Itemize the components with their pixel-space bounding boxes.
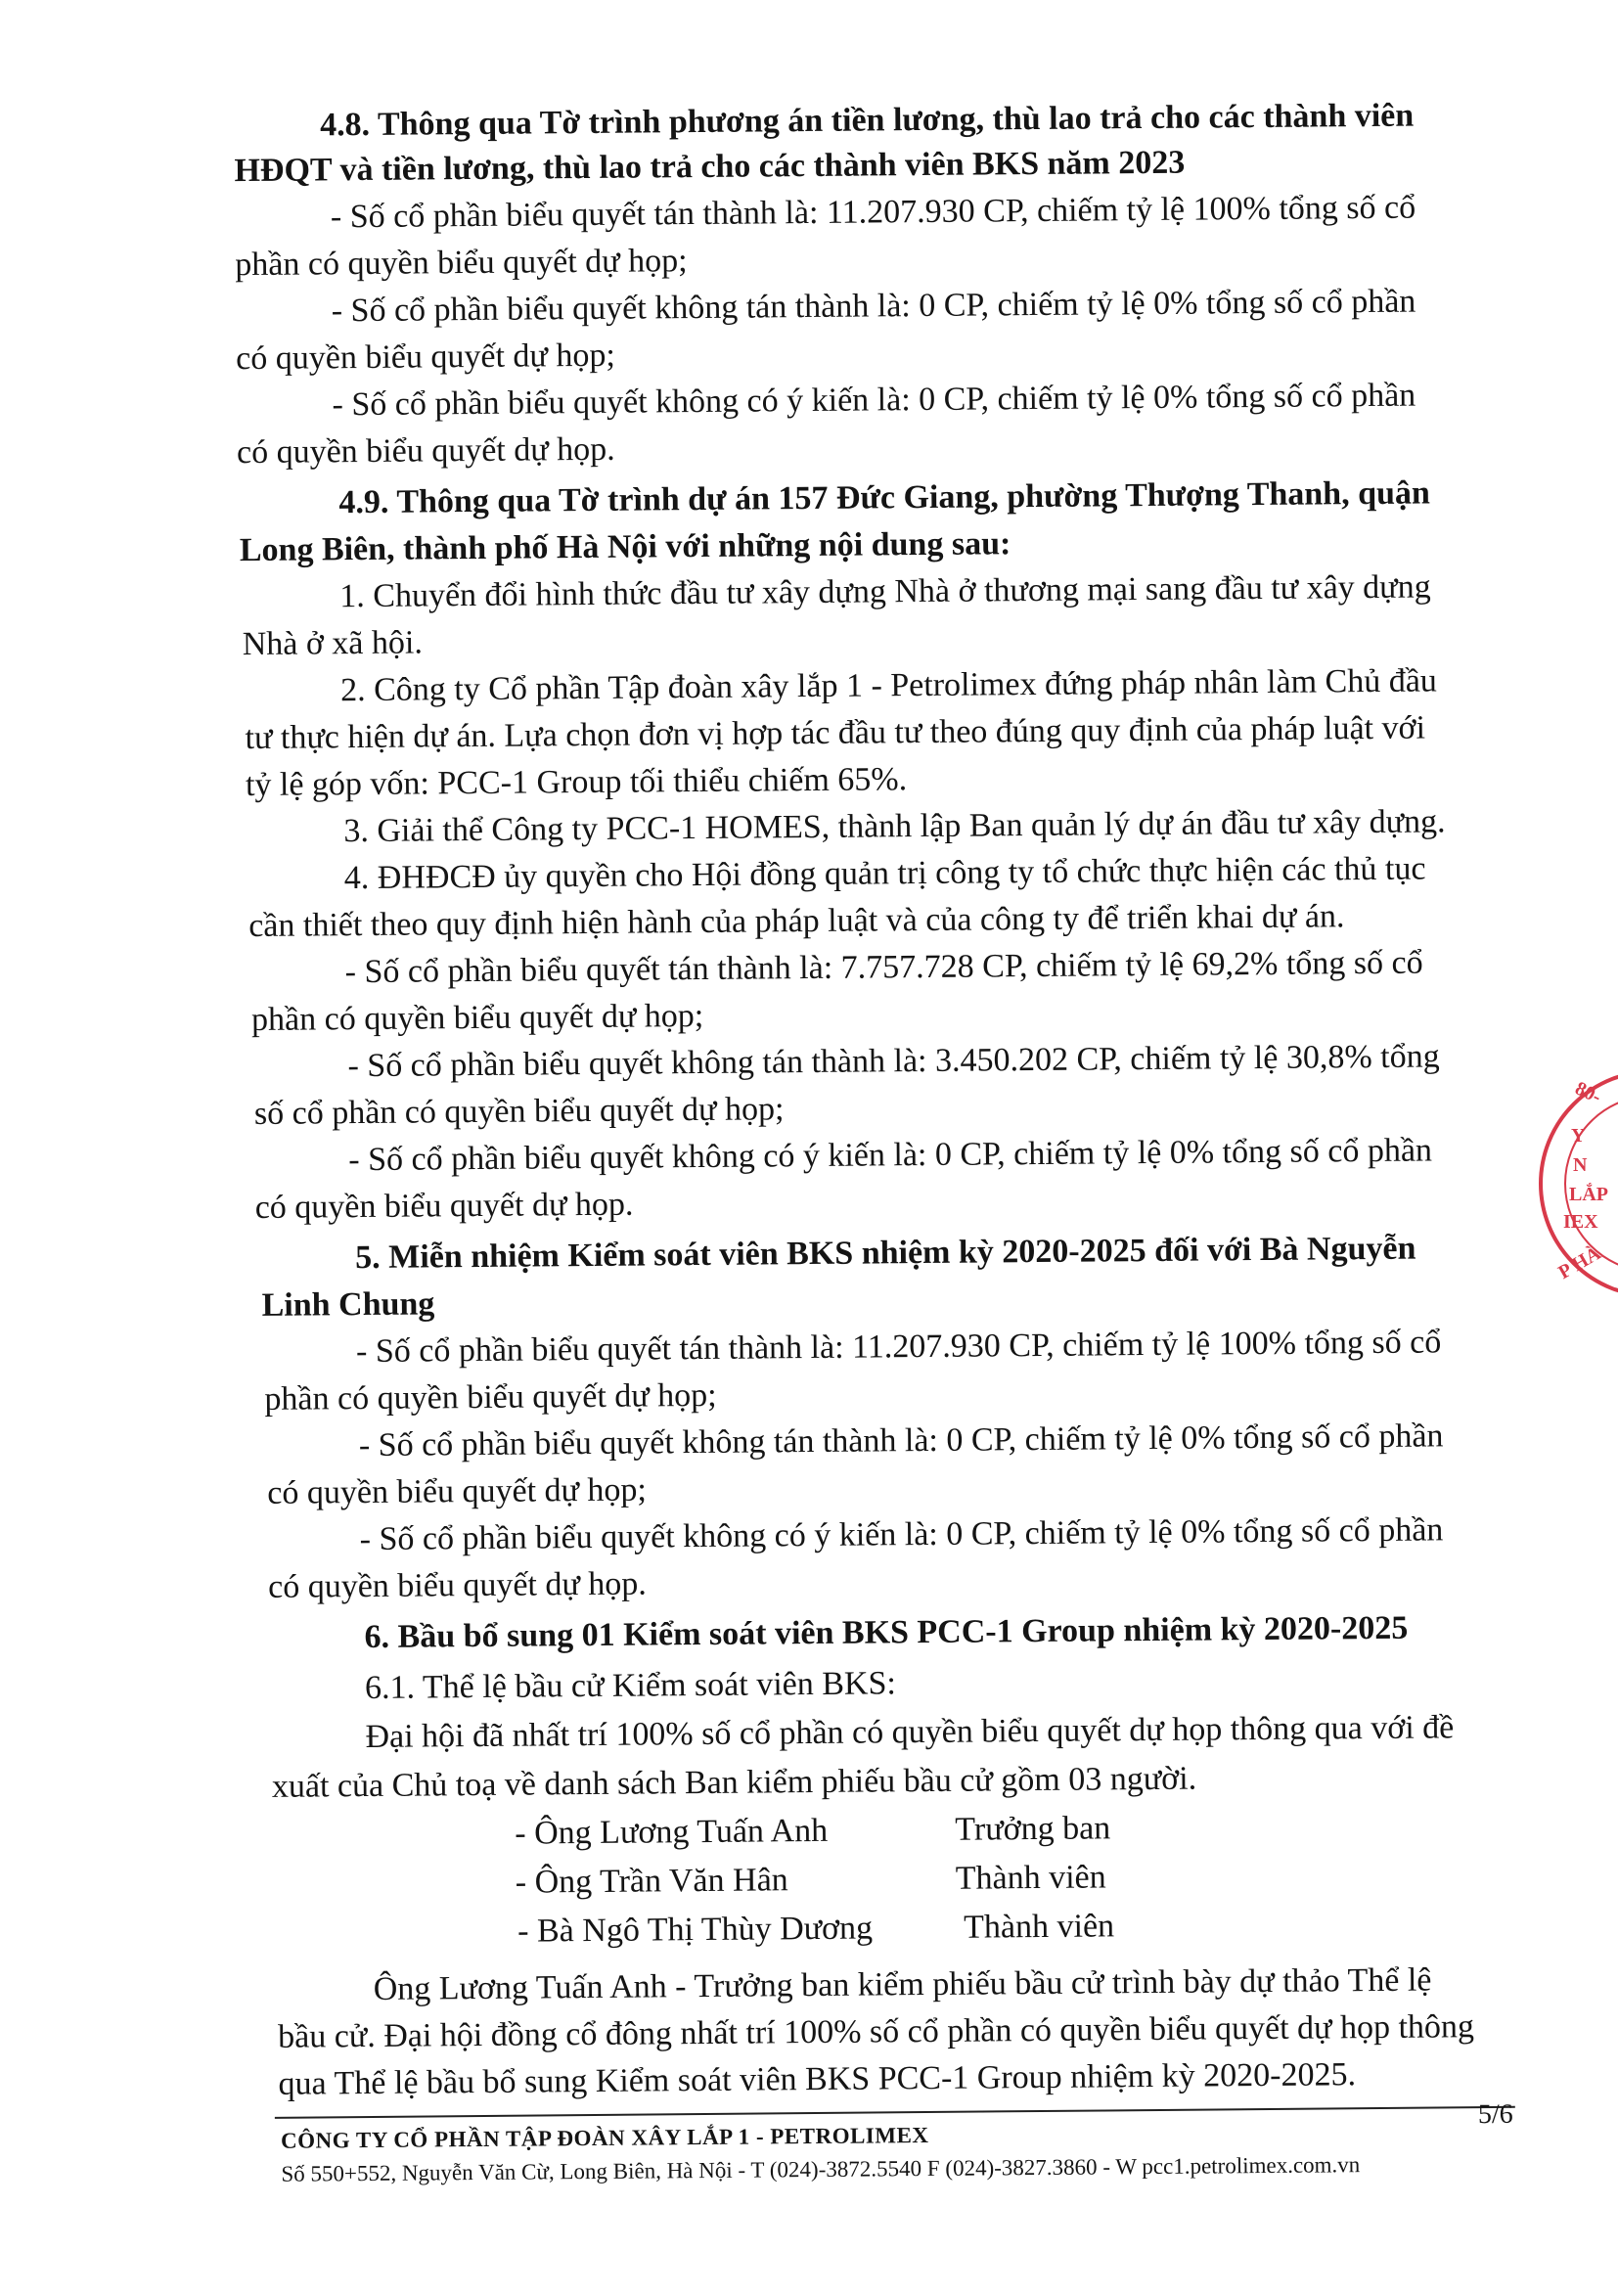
paragraph-line: 2. Công ty Cổ phần Tập đoàn xây lắp 1 - Petrolimex đứng pháp nhân làm Chủ đầu	[339, 662, 1438, 709]
footer-company: CÔNG TY CỔ PHẦN TẬP ĐOÀN XÂY LẮP 1 - PETROLIMEX	[280, 2123, 929, 2153]
company-seal-stamp	[1536, 1047, 1618, 1321]
paragraph-line: có quyền biểu quyết dự họp.	[236, 430, 615, 472]
page-number: 5/6	[1477, 2098, 1513, 2131]
paragraph-line: có quyền biểu quyết dự họp;	[236, 337, 615, 378]
paragraph-line: xuất của Chủ toạ về danh sách Ban kiểm phiếu bầu cử gồm 03 người.	[271, 1760, 1197, 1805]
section-6-heading: 6. Bầu bổ sung 01 Kiểm soát viên BKS PCC-1 Group nhiệm kỳ 2020-2025	[364, 1609, 1409, 1656]
paragraph-line: 1. Chuyển đổi hình thức đầu tư xây dựng Nhà ở thương mại sang đầu tư xây dựng	[339, 568, 1431, 615]
paragraph-line: tư thực hiện dự án. Lựa chọn đơn vị hợp tác đầu tư theo đúng quy định của pháp luật với	[245, 709, 1426, 757]
member-role: Thành viên	[955, 1859, 1106, 1897]
member-role: Thành viên	[964, 1908, 1115, 1946]
paragraph-line: - Số cổ phần biểu quyết không tán thành là: 0 CP, chiếm tỷ lệ 0% tổng số cổ phần	[331, 283, 1416, 330]
paragraph-line: số cổ phần có quyền biểu quyết dự họp;	[253, 1091, 785, 1132]
paragraph-line: Đại hội đã nhất trí 100% số cổ phần có quyền biểu quyết dự họp thông qua với đề	[365, 1709, 1455, 1756]
paragraph-line: Ông Lương Tuấn Anh - Trưởng ban kiểm phiếu bầu cử trình bày dự thảo Thể lệ	[373, 1961, 1432, 2007]
paragraph-line: - Số cổ phần biểu quyết không có ý kiến là: 0 CP, chiếm tỷ lệ 0% tổng số cổ phần	[332, 377, 1416, 424]
member-role: Trưởng ban	[955, 1810, 1111, 1848]
paragraph-line: qua Thể lệ bầu bổ sung Kiểm soát viên BKS PCC-1 Group nhiệm kỳ 2020-2025.	[278, 2056, 1357, 2102]
seal-text: N	[1573, 1154, 1588, 1176]
footer-divider	[275, 2106, 1515, 2119]
section-4-8-heading-cont: HĐQT và tiền lương, thù lao trả cho các thành viên BKS năm 2023	[234, 144, 1186, 190]
section-4-9-heading-cont: Long Biên, thành phố Hà Nội với những nội dung sau:	[239, 525, 1011, 569]
footer-address: Số 550+552, Nguyễn Văn Cừ, Long Biên, Hà Nội - T (024)-3872.5540 F (024)-3827.3860 - W pcc1.petrolimex.com.vn	[281, 2152, 1361, 2186]
paragraph-line: - Số cổ phần biểu quyết không có ý kiến là: 0 CP, chiếm tỷ lệ 0% tổng số cổ phần	[359, 1511, 1444, 1558]
paragraph-line: - Số cổ phần biểu quyết tán thành là: 11.207.930 CP, chiếm tỷ lệ 100% tổng số cổ	[355, 1324, 1442, 1371]
section-4-9-heading: 4.9. Thông qua Tờ trình dự án 157 Đức Giang, phường Thượng Thanh, quận	[338, 474, 1431, 521]
paragraph-line: phần có quyền biểu quyết dự họp;	[264, 1376, 717, 1418]
paragraph-line: - Số cổ phần biểu quyết tán thành là: 7.757.728 CP, chiếm tỷ lệ 69,2% tổng số cổ	[344, 944, 1423, 991]
seal-text: Y	[1571, 1125, 1586, 1147]
section-5-heading: 5. Miễn nhiệm Kiểm soát viên BKS nhiệm kỳ 2020-2025 đối với Bà Nguyễn	[355, 1230, 1416, 1277]
paragraph-line: - Số cổ phần biểu quyết không tán thành là: 3.450.202 CP, chiếm tỷ lệ 30,8% tổng	[347, 1038, 1440, 1085]
paragraph-line: Nhà ở xã hội.	[242, 624, 424, 663]
paragraph-line: - Số cổ phần biểu quyết không có ý kiến là: 0 CP, chiếm tỷ lệ 0% tổng số cổ phần	[348, 1132, 1433, 1179]
member-name: - Bà Ngô Thị Thùy Dương	[517, 1910, 874, 1950]
subsection-6-1-heading: 6.1. Thể lệ bầu cử Kiểm soát viên BKS:	[364, 1665, 897, 1707]
seal-text: LẮP	[1569, 1184, 1608, 1205]
paragraph-line: - Số cổ phần biểu quyết không tán thành là: 0 CP, chiếm tỷ lệ 0% tổng số cổ phần	[358, 1418, 1444, 1464]
paragraph-line: - Số cổ phần biểu quyết tán thành là: 11.207.930 CP, chiếm tỷ lệ 100% tổng số cổ	[330, 189, 1416, 236]
member-name: - Ông Lương Tuấn Anh	[515, 1812, 829, 1852]
member-name: - Ông Trần Văn Hân	[515, 1862, 788, 1901]
seal-text: IEX	[1563, 1211, 1598, 1233]
paragraph-line: phần có quyền biểu quyết dự họp;	[250, 997, 704, 1039]
paragraph-line: 3. Giải thể Công ty PCC-1 HOMES, thành lập Ban quản lý dự án đầu tư xây dựng.	[343, 803, 1446, 850]
paragraph-line: phần có quyền biểu quyết dự họp;	[235, 243, 688, 284]
seal-text: P HÀ	[1554, 1242, 1605, 1284]
paragraph-line: bầu cử. Đại hội đồng cổ đông nhất trí 100% số cổ phần có quyền biểu quyết dự họp thông	[277, 2008, 1475, 2055]
section-4-8-heading: 4.8. Thông qua Tờ trình phương án tiền lương, thù lao trả cho các thành viên	[319, 97, 1415, 144]
paragraph-line: cần thiết theo quy định hiện hành của pháp luật và của công ty để triển khai dự án.	[248, 898, 1345, 945]
paragraph-line: có quyền biểu quyết dự họp.	[267, 1565, 647, 1605]
paragraph-line: 4. ĐHĐCĐ ủy quyền cho Hội đồng quản trị công ty tổ chức thực hiện các thủ tục	[343, 850, 1426, 897]
seal-text: 80-	[1571, 1077, 1605, 1108]
paragraph-line: tỷ lệ góp vốn: PCC-1 Group tối thiểu chiếm 65%.	[245, 761, 908, 804]
paragraph-line: có quyền biểu quyết dự họp.	[254, 1186, 634, 1226]
paragraph-line: có quyền biểu quyết dự họp;	[267, 1471, 648, 1511]
section-5-heading-cont: Linh Chung	[261, 1285, 435, 1324]
